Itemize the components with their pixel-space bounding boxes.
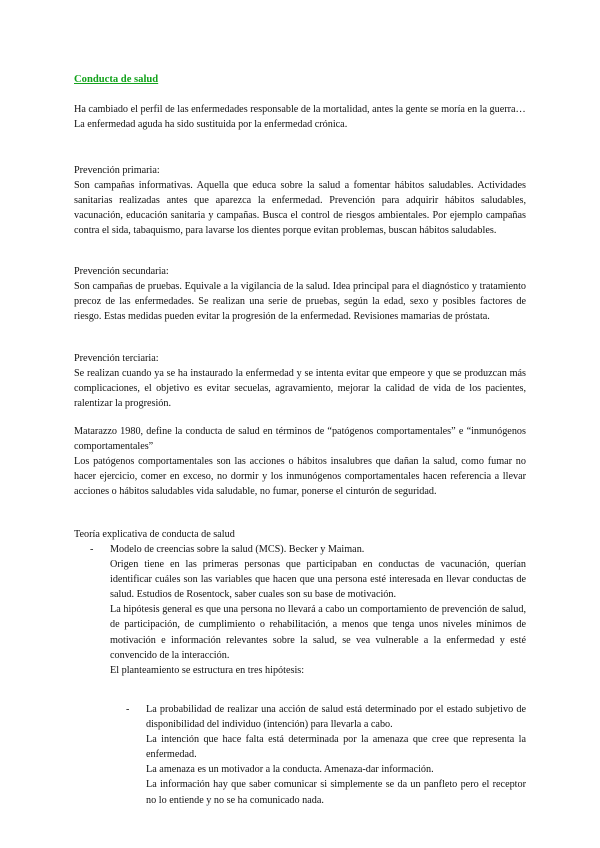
model-content [110, 542, 526, 678]
section-heading: Prevención terciaria: [74, 353, 159, 364]
model-hipotesis: La hipótesis general es que una persona no llevará a cabo un comportamiento de prevención de salud, de participación, de cumplimiento o rehabilitación, a menos que tenga unos niveles mínimos de motivación e información relevantes sobre la salud, se vea vulnerable a la enfermedad y esté convencido de la interacción. [110, 604, 526, 661]
intro-section [74, 102, 526, 132]
secundaria-section [74, 264, 526, 324]
section-paragraph: Matarazzo 1980, define la conducta de salud en términos de “patógenos comportamentales” e “inmunógenos comportamentales” [74, 426, 526, 453]
document-title: Conducta de salud [74, 74, 159, 85]
hypothesis-line: La información hay que saber comunicar si simplemente se da un panfleto pero el receptor no lo entiende y no se ha comunicado nada. [146, 779, 526, 806]
hypothesis-line: La amenaza es un motivador a la conducta. Amenaza-dar información. [146, 764, 434, 776]
model-list-item [90, 542, 526, 678]
hypothesis-line: La probabilidad de realizar una acción de salud está determinado por el estado subjetivo de disponibilidad del individuo (intención) para llevarla a cabo. [146, 704, 526, 731]
terciaria-section [74, 351, 526, 411]
section-heading: Prevención secundaria: [74, 266, 169, 277]
hypothesis-list-item [126, 702, 526, 808]
section-heading: Prevención primaria: [74, 165, 160, 176]
matarazzo-section [74, 424, 526, 499]
model-planteamiento: El planteamiento se estructura en tres hipótesis: [110, 664, 305, 676]
intro-paragraph: La enfermedad aguda ha sido sustituida por la enfermedad crónica. [74, 119, 348, 131]
section-paragraph: Son campañas informativas. Aquella que educa sobre la salud a fomentar hábitos saludables. Actividades sanitarias realizadas antes que aparezca la enfermedad. Prevención para adquirir hábitos saludables, vacunación, educación sanitaria y campañas. Busca el control de riesgos ambientales. Por ejemplo campañas contra el sida, tabaquismo, para lavarse los dientes porque evitan problemas, buscan hábitos saludables. [74, 180, 526, 237]
section-paragraph: Son campañas de pruebas. Equivale a la vigilancia de la salud. Idea principal para el diagnóstico y tratamiento precoz de las enfermedades. Se realizan una serie de pruebas, según la edad, sexo y posibles factores de riesgo. Estas medidas pueden evitar la progresión de la enfermedad. Revisiones mamarias de próstata. [74, 281, 526, 323]
hypothesis-content [146, 702, 526, 808]
list-dash: - [90, 544, 94, 555]
primaria-section [74, 163, 526, 238]
teoria-heading: Teoría explicativa de conducta de salud [74, 529, 235, 540]
hypothesis-line: La intención que hace falta está determinada por la amenaza que cree que representa la enfermedad. [146, 734, 526, 761]
section-paragraph: Los patógenos comportamentales son las acciones o hábitos insalubres que dañan la salud, como fumar no hacer ejercicio, comer en exceso, no dormir y los inmunógenos comportamentales hacen referencia a llevar acciones o hábitos saludables vida saludable, no fumar, ponerse el cinturón de seguridad. [74, 456, 526, 498]
model-origen: Origen tiene en las primeras personas que participaban en conductas de vacunación, querían identificar cuáles son las variables que hacen que una persona esté interesada en llevar conductas de salud. Estudios de Rosentock, saber cuales son su base de motivación. [110, 559, 526, 601]
intro-paragraph: Ha cambiado el perfil de las enfermedades responsable de la mortalidad, antes la gente se moría en la guerra… [74, 104, 526, 115]
list-dash: - [126, 704, 130, 715]
section-paragraph: Se realizan cuando ya se ha instaurado la enfermedad y se intenta evitar que empeore y que se produzcan más complicaciones, el objetivo es evitar secuelas, agravamiento, mejorar la calidad de vida de los pacientes, ralentizar la progresión. [74, 368, 526, 410]
model-title: Modelo de creencias sobre la salud (MCS). Becker y Maiman. [110, 544, 365, 555]
